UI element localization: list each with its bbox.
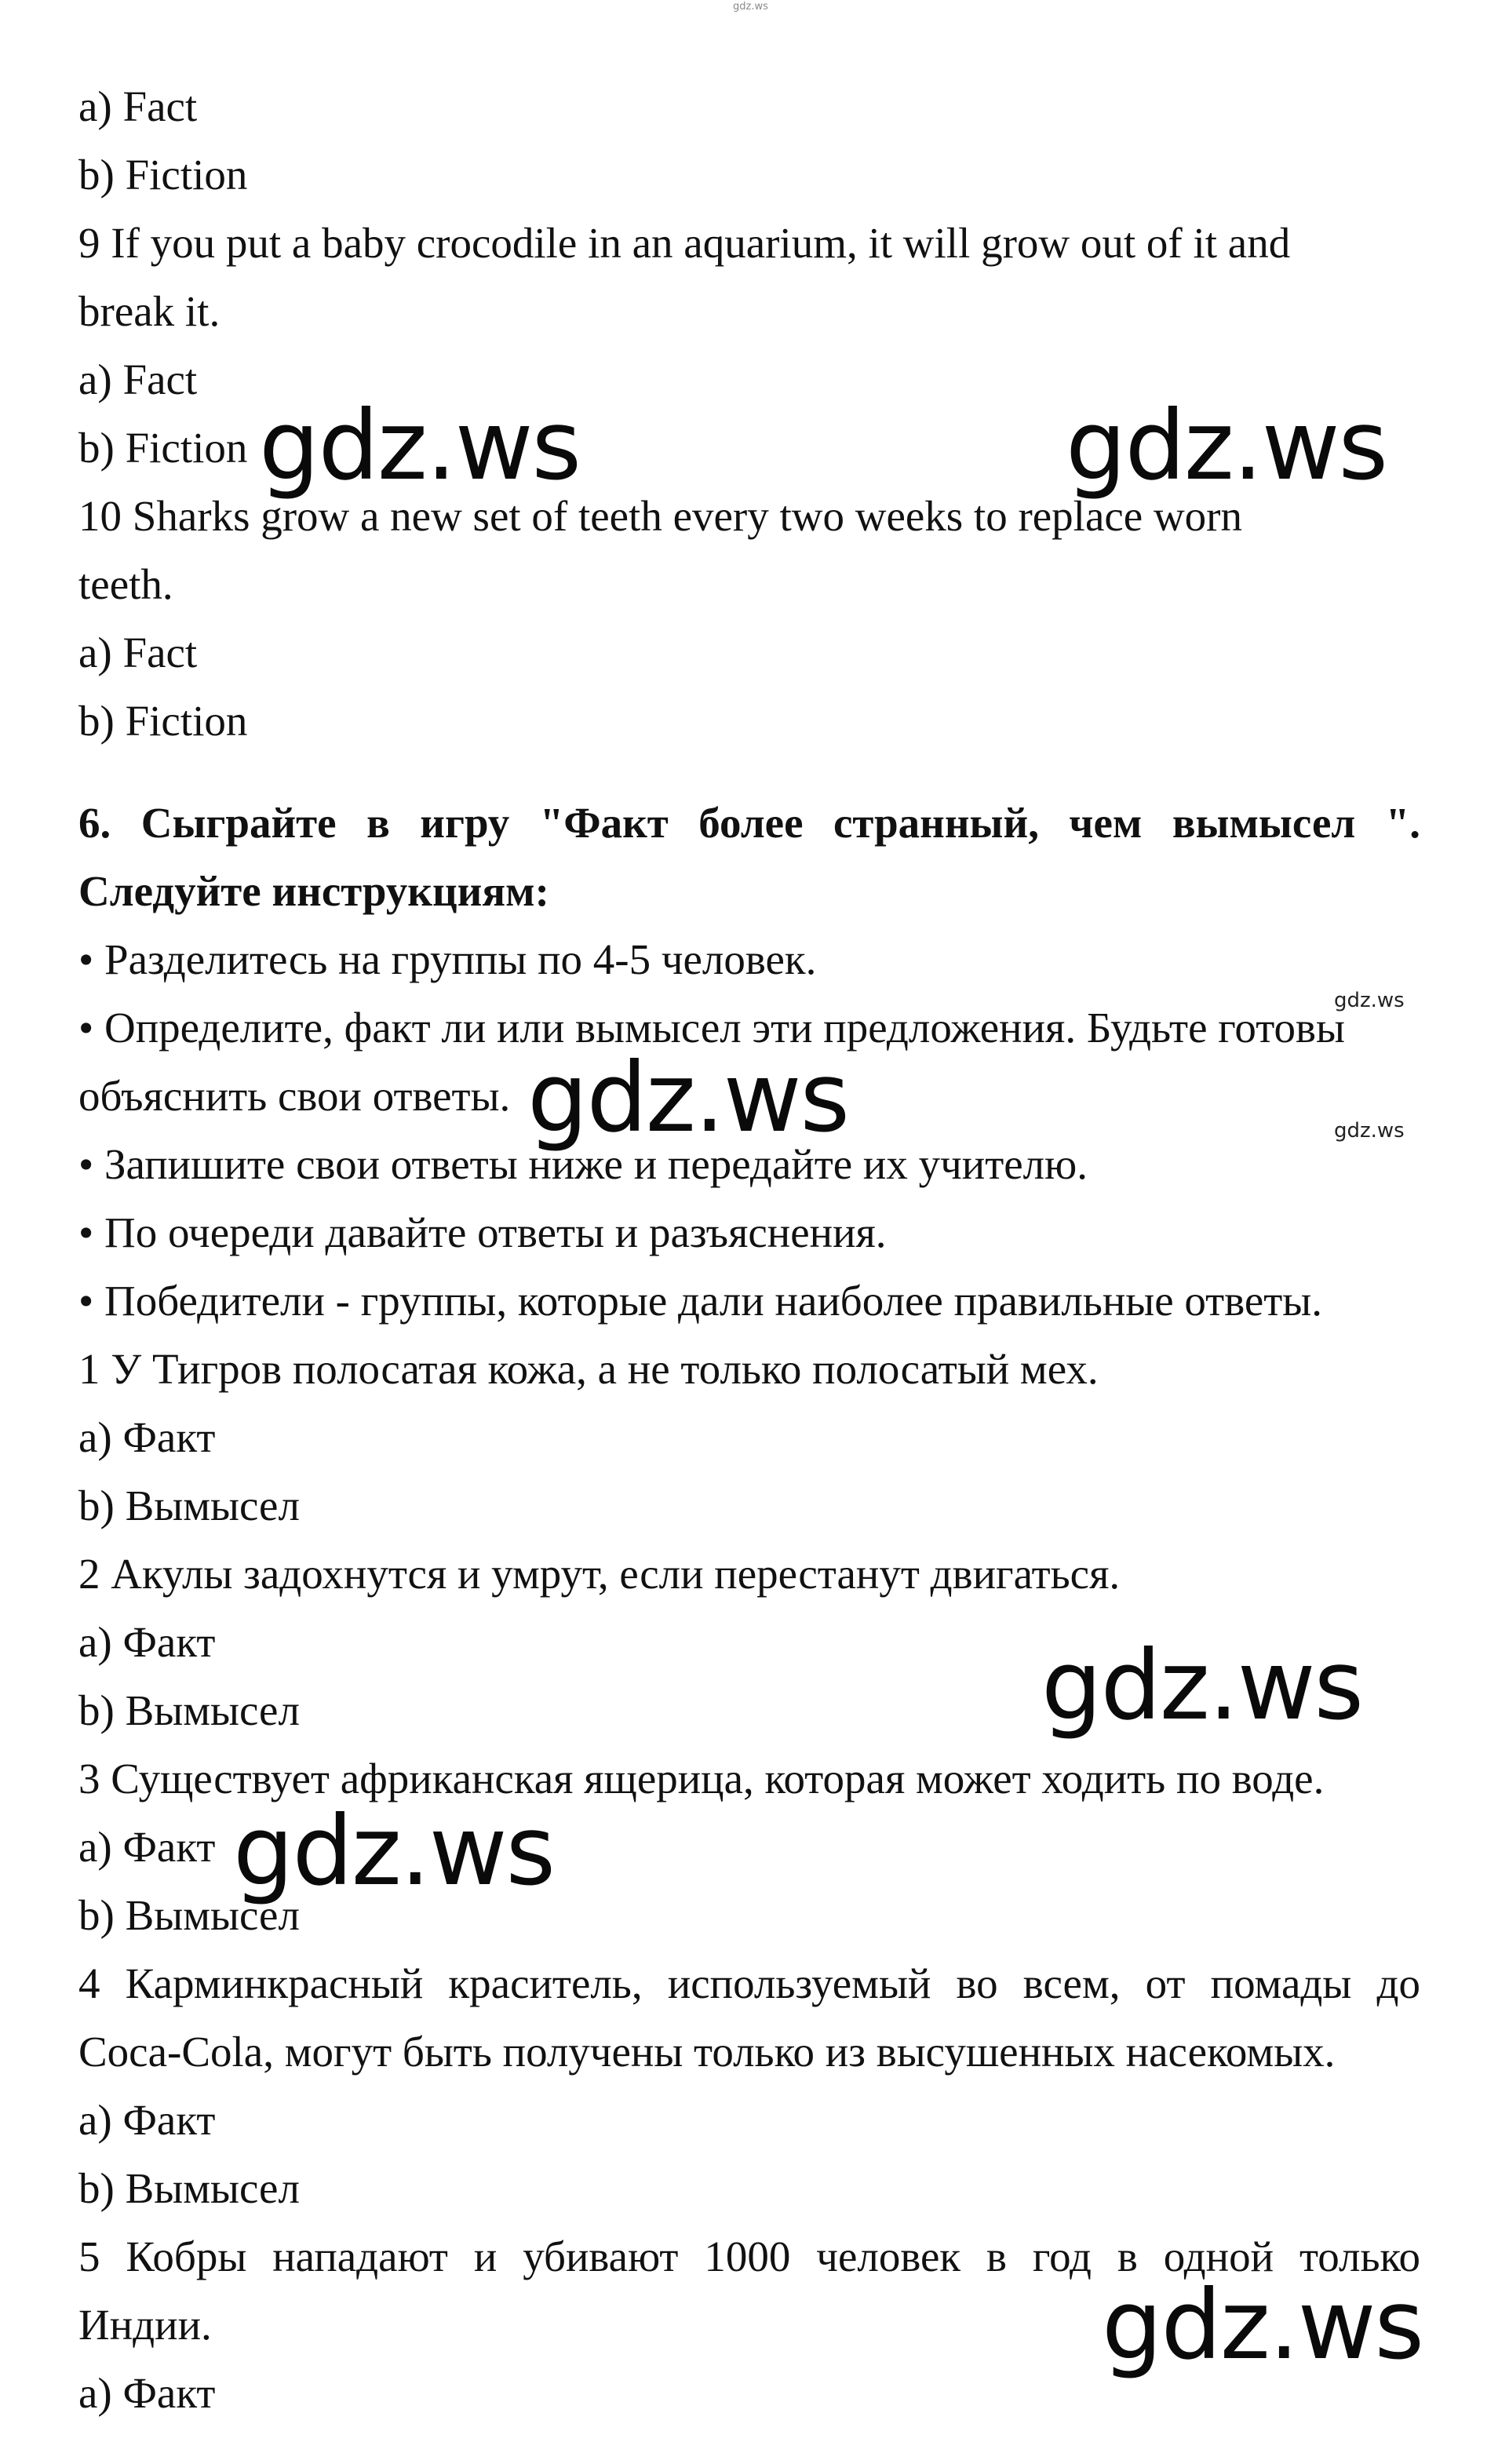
- watermark: gdz.ws: [259, 390, 581, 501]
- q10-text-line1: 10 Sharks grow a new set of teeth every two weeks to replace worn: [78, 492, 1242, 540]
- task6-q2-option-b: b) Вымысел: [78, 1686, 300, 1734]
- watermark: gdz.ws: [1066, 390, 1387, 501]
- watermark: gdz.ws: [527, 1042, 849, 1154]
- task6-q4-text-line2: Coca-Cola, могут быть получены только из высушенных насекомых.: [78, 2028, 1336, 2076]
- task6-q5-text-line2: Индии.: [78, 2301, 212, 2349]
- watermark: gdz.ws: [233, 1795, 555, 1907]
- watermark: gdz.ws: [1102, 2269, 1423, 2381]
- q9-option-b: b) Fiction: [78, 424, 248, 472]
- task6-q5-text-line1: 5 Кобры нападают и убивают 1000 человек в год в одной только: [78, 2233, 1420, 2280]
- task6-q1-option-a: a) Факт: [78, 1413, 216, 1461]
- watermark-small: gdz.ws: [1334, 989, 1405, 1012]
- task6-q4-option-b: b) Вымысел: [78, 2164, 300, 2212]
- q9-option-a: a) Fact: [78, 355, 198, 403]
- task6-q5-option-a: a) Факт: [78, 2369, 216, 2417]
- instruction-item-5: • Победители - группы, которые дали наиболее правильные ответы.: [78, 1277, 1323, 1325]
- instruction-item-1: • Разделитесь на группы по 4-5 человек.: [78, 935, 817, 983]
- task6-q1-text: 1 У Тигров полосатая кожа, а не только полосатый мех.: [78, 1345, 1099, 1393]
- watermark-small: gdz.ws: [1334, 1119, 1405, 1143]
- q8-option-a: a) Fact: [78, 82, 198, 130]
- task6-q3-option-a: a) Факт: [78, 1823, 216, 1871]
- task6-q1-option-b: b) Вымысел: [78, 1482, 300, 1529]
- q8-option-b: b) Fiction: [78, 151, 248, 199]
- task6-q3-text: 3 Существует африканская ящерица, которая может ходить по воде.: [78, 1755, 1325, 1802]
- instruction-item-3: • Запишите свои ответы ниже и передайте их учителю.: [78, 1140, 1088, 1188]
- instruction-item-2-line2: объяснить свои ответы.: [78, 1072, 511, 1120]
- instruction-item-4: • По очереди давайте ответы и разъяснения.: [78, 1208, 887, 1256]
- q10-option-b: b) Fiction: [78, 697, 248, 745]
- instruction-item-2-line1: • Определите, факт ли или вымысел эти предложения. Будьте готовы: [78, 1004, 1345, 1052]
- task6-q2-option-a: a) Факт: [78, 1618, 216, 1666]
- task6-q3-option-b: b) Вымысел: [78, 1891, 300, 1939]
- q9-text-line1: 9 If you put a baby crocodile in an aquarium, it will grow out of it and: [78, 219, 1291, 267]
- task6-heading-line2: Следуйте инструкциям:: [78, 867, 549, 915]
- q10-option-a: a) Fact: [78, 629, 198, 676]
- task6-q4-text-line1: 4 Карминкрасный краситель, используемый во всем, от помады до: [78, 1959, 1420, 2007]
- task6-heading-line1: 6. Сыграйте в игру "Факт более странный, чем вымысел ".: [78, 799, 1420, 847]
- watermark-tiny-top: gdz.ws: [733, 1, 768, 13]
- watermark: gdz.ws: [1041, 1630, 1363, 1741]
- task6-q4-option-a: a) Факт: [78, 2096, 216, 2144]
- task6-q2-text: 2 Акулы задохнутся и умрут, если перестанут двигаться.: [78, 1550, 1121, 1598]
- q10-text-line2: teeth.: [78, 560, 173, 608]
- q9-text-line2: break it.: [78, 287, 221, 335]
